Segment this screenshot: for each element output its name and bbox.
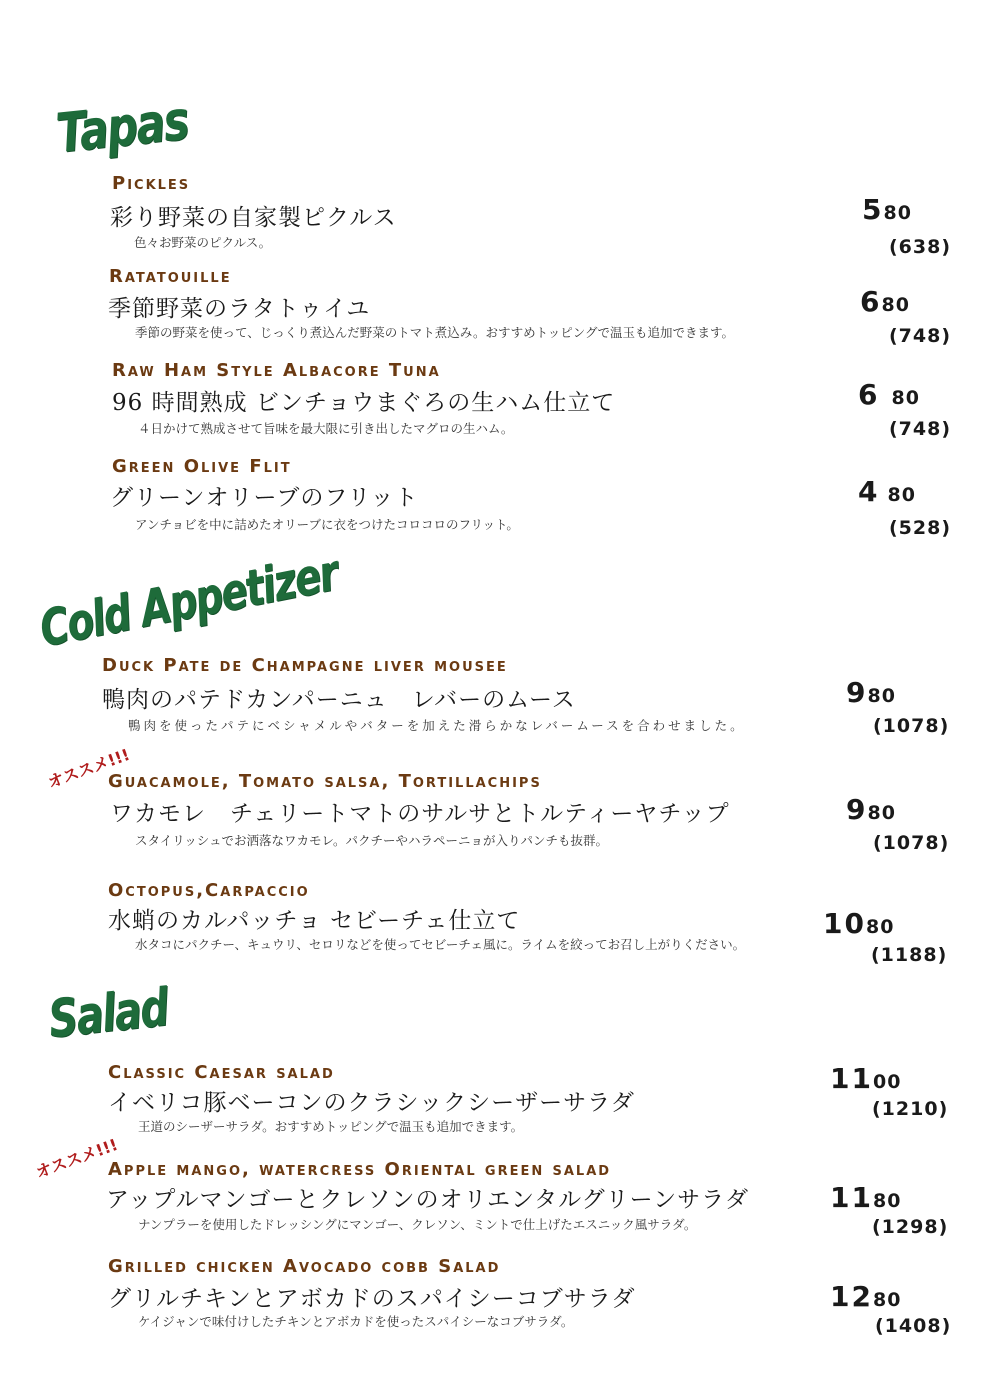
- item-name-en: Apple mango, watercress Oriental green salad: [108, 1159, 612, 1180]
- item-price-tax-incl: (1078): [873, 715, 950, 737]
- item-price-tax-incl: (528): [889, 517, 952, 539]
- recommended-badge: オススメ!!!: [45, 744, 133, 793]
- recommended-badge: オススメ!!!: [33, 1134, 121, 1183]
- item-name-en: Octopus,Carpaccio: [108, 880, 310, 901]
- price-cents: 80: [891, 387, 920, 409]
- item-description: ナンプラーを使用したドレッシングにマンゴー、クレソン、ミントで仕上げたエスニック風サラダ。: [138, 1217, 697, 1232]
- item-price: [823, 907, 894, 940]
- item-description: ケイジャンで味付けしたチキンとアボカドを使ったスパイシーなコブサラダ。: [138, 1314, 574, 1329]
- item-description: スタイリッシュでお洒落なワカモレ。パクチーやハラペーニョが入りパンチも抜群。: [135, 833, 609, 848]
- price-main: 11: [830, 1181, 873, 1214]
- section-title-tapas: Tapas: [53, 88, 191, 165]
- item-name-jp: 96 時間熟成 ビンチョウまぐろの生ハム仕立て: [112, 390, 616, 416]
- price-main: 12: [830, 1280, 873, 1313]
- item-name-jp: アップルマンゴーとクレソンのオリエンタルグリーンサラダ: [106, 1187, 749, 1213]
- item-name-jp: 水蛸のカルパッチョ セビーチェ仕立て: [108, 908, 521, 934]
- item-description: 王道のシーザーサラダ。おすすめトッピングで温玉も追加できます。: [138, 1119, 524, 1134]
- item-name-en: Green Olive Flit: [112, 456, 292, 477]
- item-description: アンチョビを中に詰めたオリーブに衣をつけたコロコロのフリット。: [135, 517, 519, 532]
- price-cents: 80: [872, 1190, 902, 1212]
- price-main: 5: [862, 193, 884, 226]
- price-cents: 80: [867, 802, 896, 824]
- price-main: 6: [860, 285, 882, 318]
- price-main: 9: [846, 793, 868, 826]
- item-price-tax-incl: (748): [889, 418, 952, 440]
- item-name-jp: ワカモレ チェリートマトのサルサとトルティーヤチップ: [110, 801, 730, 827]
- item-name-jp: グリーンオリーブのフリット: [110, 485, 419, 511]
- item-name-en: Guacamole, Tomato salsa, Tortillachips: [108, 771, 542, 792]
- price-cents: 80: [867, 685, 896, 707]
- price-main: 9: [846, 676, 868, 709]
- item-price-tax-incl: (1298): [872, 1216, 949, 1238]
- item-price-tax-incl: (1210): [872, 1098, 949, 1120]
- price-main: 6: [858, 378, 880, 411]
- item-price: [862, 193, 912, 226]
- item-name-jp: 季節野菜のラタトゥイユ: [108, 296, 371, 322]
- item-price-tax-incl: (1078): [873, 832, 950, 854]
- section-title-salad: Salad: [45, 977, 171, 1050]
- item-price: [858, 378, 920, 411]
- item-name-en: Pickles: [112, 173, 191, 194]
- item-price: [830, 1280, 901, 1313]
- item-name-jp: 彩り野菜の自家製ピクルス: [110, 205, 397, 231]
- item-description: 色々お野菜のピクルス。: [134, 235, 272, 250]
- item-price: [858, 475, 916, 508]
- item-price-tax-incl: (638): [889, 236, 952, 258]
- section-title-cold-appetizer: Cold Appetizer: [34, 543, 342, 658]
- item-name-en: Duck Pate de Champagne liver mousee: [102, 655, 508, 676]
- item-name-jp: イベリコ豚ベーコンのクラシックシーザーサラダ: [108, 1090, 635, 1116]
- item-description: 季節の野菜を使って、じっくり煮込んだ野菜のトマト煮込み。おすすめトッピングで温玉も追加できます。: [135, 325, 735, 340]
- item-price: [846, 793, 896, 826]
- item-name-jp: 鴨肉のパテドカンパーニュ レバーのムース: [102, 687, 576, 713]
- item-description: ４日かけて熟成させて旨味を最大限に引き出したマグロの生ハム。: [138, 421, 514, 436]
- item-description: 鴨肉を使ったパテにベシャメルやバターを加えた滑らかなレバームースを合わせました。: [128, 718, 746, 733]
- price-cents: 80: [872, 1289, 902, 1311]
- price-cents: 80: [865, 916, 895, 938]
- item-name-en: Raw Ham Style Albacore Tuna: [112, 360, 441, 381]
- price-cents: 80: [887, 484, 916, 506]
- price-cents: 80: [883, 202, 912, 224]
- item-price-tax-incl: (1408): [875, 1315, 952, 1337]
- item-description: 水タコにパクチー、キュウリ、セロリなどを使ってセビーチェ風に。ライムを絞ってお召し上がりください。: [135, 937, 746, 952]
- price-main: 11: [830, 1062, 873, 1095]
- item-name-en: Ratatouille: [109, 266, 232, 287]
- price-cents: 80: [881, 294, 910, 316]
- item-price: [830, 1181, 901, 1214]
- item-price-tax-incl: (748): [889, 325, 952, 347]
- price-main: 10: [823, 907, 866, 940]
- item-price: [846, 676, 896, 709]
- item-price: [860, 285, 910, 318]
- item-price: [830, 1062, 901, 1095]
- item-price-tax-incl: (1188): [871, 944, 948, 966]
- item-name-en: Grilled chicken Avocado cobb Salad: [108, 1256, 501, 1277]
- item-name-jp: グリルチキンとアボカドのスパイシーコブサラダ: [108, 1286, 636, 1312]
- price-main: 4: [858, 475, 880, 508]
- price-cents: 00: [872, 1071, 902, 1093]
- item-name-en: Classic Caesar salad: [108, 1062, 335, 1083]
